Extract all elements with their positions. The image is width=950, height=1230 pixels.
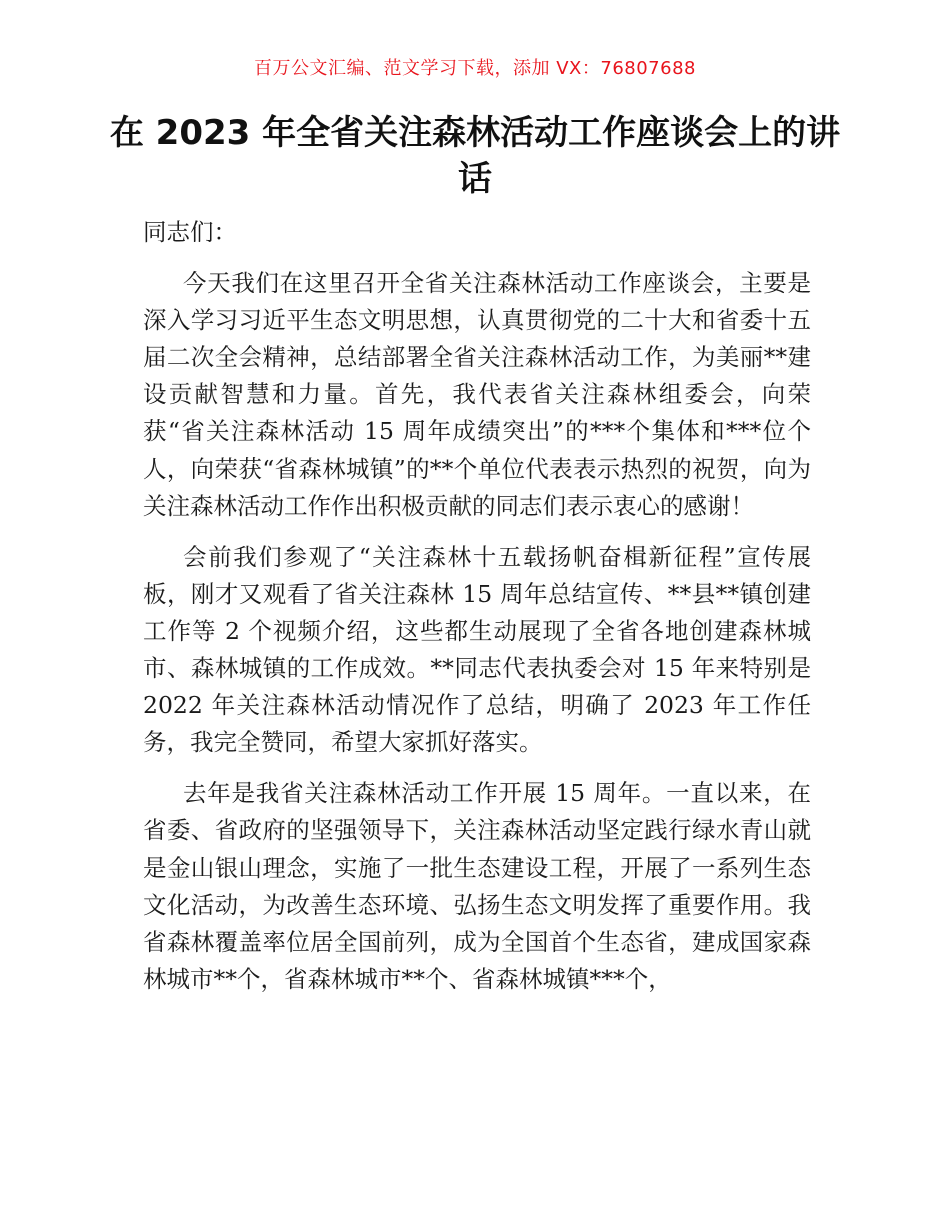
paragraph: 会前我们参观了“关注森林十五载扬帆奋楫新征程”宣传展板，刚才又观看了省关注森林 15 周年总结宣传、**县**镇创建工作等 2 个视频介绍，这些都生动展现了全省各地创建森林城市、森林城镇的工作成效。**同志代表执委会对 15 年来特别是 2022 年关注森林活动情况作了总结，明确了 2023 年工作任务，我完全赞同，希望大家抓好落实。 xyxy=(143,542,811,757)
document-title: 在 2023 年全省关注森林活动工作座谈会上的讲话 xyxy=(109,113,841,199)
paragraph: 今天我们在这里召开全省关注森林活动工作座谈会，主要是深入学习习近平生态文明思想，认真贯彻党的二十大和省委十五届二次全会精神，总结部署全省关注森林活动工作，为美丽**建设贡献智慧和力量。首先，我代表省关注森林组委会，向荣获“省关注森林活动 15 周年成绩突出”的***个集体和***位个人，向荣获“省森林城镇”的**个单位代表表示热烈的祝贺，向为关注森林活动工作作出积极贡献的同志们表示衷心的感谢！ xyxy=(143,269,811,520)
header-notice: 百万公文汇编、范文学习下载，添加 VX：76807688 xyxy=(254,58,696,79)
salutation: 同志们： xyxy=(143,218,237,246)
paragraph: 去年是我省关注森林活动工作开展 15 周年。一直以来，在省委、省政府的坚强领导下，关注森林活动坚定践行绿水青山就是金山银山理念，实施了一批生态建设工程，开展了一系列生态文化活动，为改善生态环境、弘扬生态文明发挥了重要作用。我省森林覆盖率位居全国前列，成为全国首个生态省，建成国家森林城市**个，省森林城市**个、省森林城镇***个， xyxy=(143,779,811,993)
document-body xyxy=(143,214,811,1012)
